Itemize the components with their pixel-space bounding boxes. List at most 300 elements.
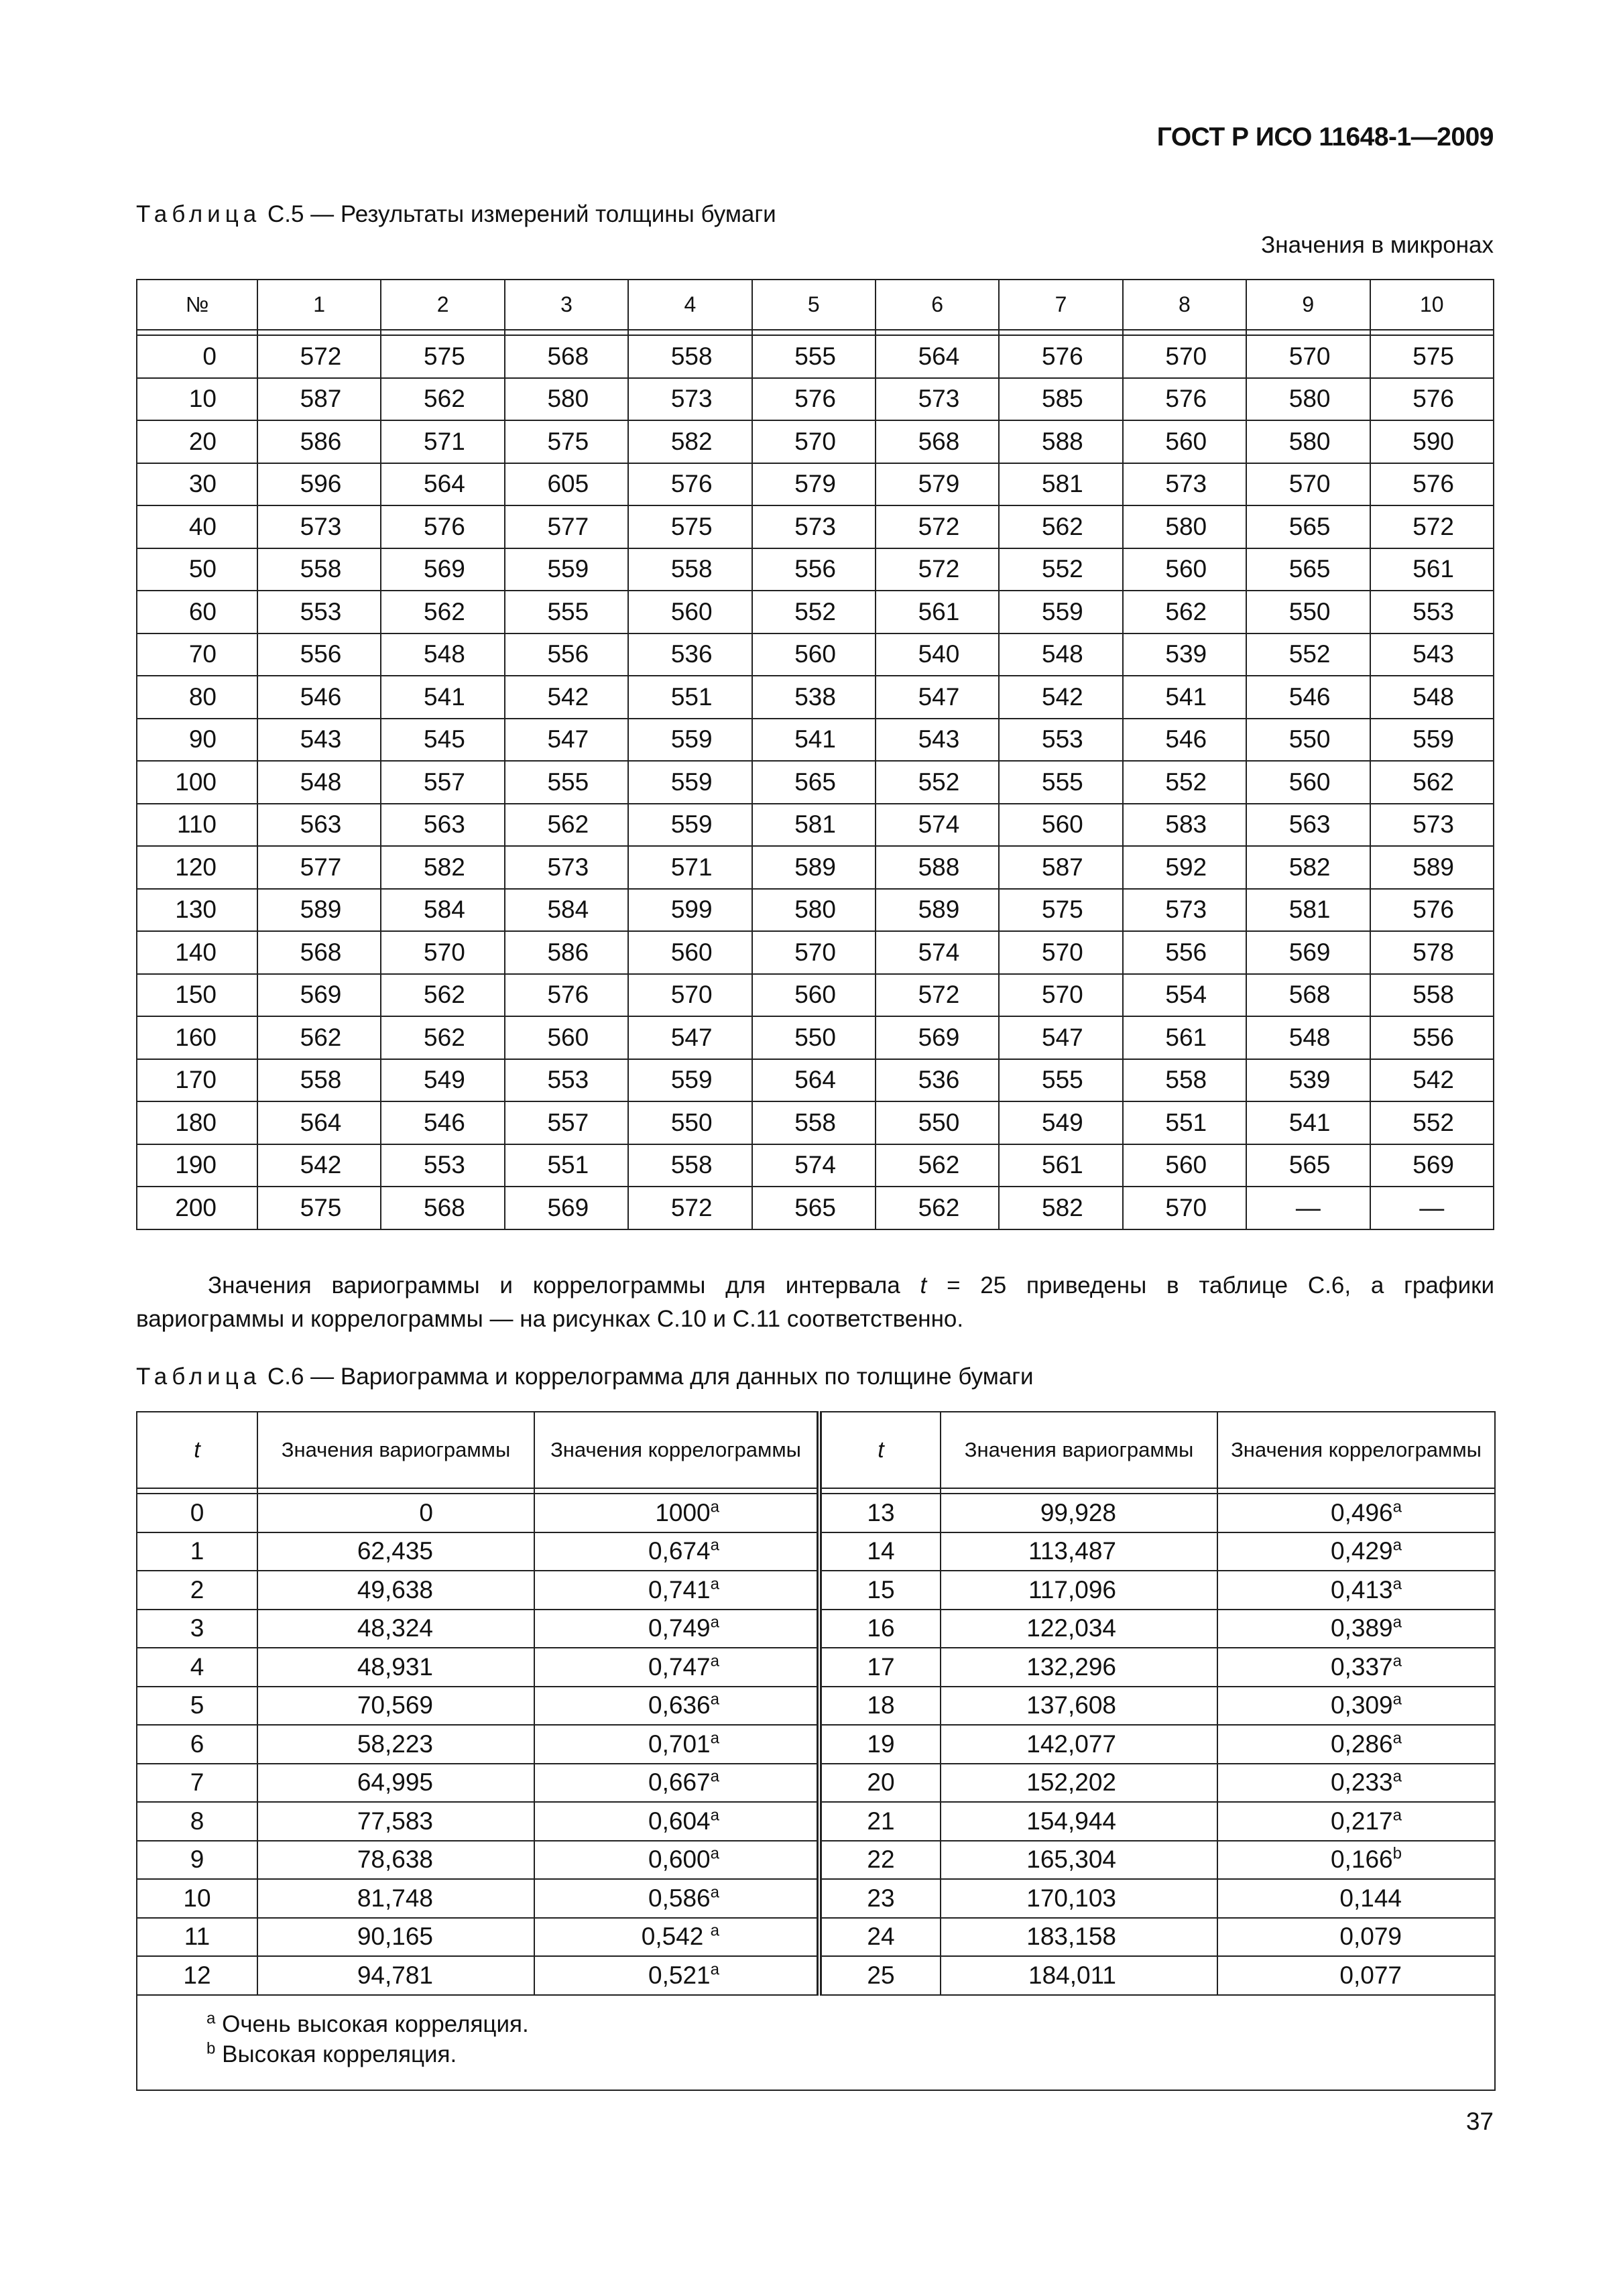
- correlogram-value: 0,337: [1331, 1652, 1393, 1681]
- measurement-cell: 570: [999, 931, 1122, 974]
- row-index-cell: 180: [137, 1101, 257, 1144]
- measurement-cell: 549: [381, 1059, 504, 1102]
- measurement-cell: 548: [257, 761, 381, 804]
- measurement-cell: 560: [628, 931, 752, 974]
- measurement-cell: 568: [1246, 974, 1370, 1017]
- measurement-cell: 555: [505, 591, 628, 633]
- table-row: [137, 1918, 1495, 1957]
- measurement-cell: 560: [752, 633, 876, 676]
- correlogram-value: 0,586: [648, 1884, 711, 1912]
- table-row: [137, 591, 1494, 633]
- variogram-cell: 137,608: [941, 1687, 1217, 1726]
- column-header: 10: [1370, 280, 1494, 330]
- measurement-cell: 558: [257, 1059, 381, 1102]
- measurement-cell: 576: [628, 463, 752, 506]
- footnote: [206, 2039, 1494, 2069]
- correlogram-value: 0,077: [1339, 1961, 1402, 1989]
- measurement-cell: 578: [1370, 931, 1494, 974]
- variogram-cell: 165,304: [941, 1841, 1217, 1880]
- correlogram-value: 0,701: [648, 1730, 711, 1758]
- row-index-cell: 200: [137, 1187, 257, 1229]
- row-index-cell: 50: [137, 548, 257, 591]
- measurement-cell: 577: [505, 505, 628, 548]
- t-cell: 18: [819, 1687, 941, 1726]
- variogram-cell: 184,011: [941, 1956, 1217, 1995]
- measurement-cell: 552: [1370, 1101, 1494, 1144]
- footnote-mark: a: [1392, 1498, 1402, 1516]
- measurement-cell: 586: [505, 931, 628, 974]
- variogram-cell: 62,435: [257, 1532, 534, 1571]
- footnote-mark: a: [710, 1575, 719, 1593]
- measurement-cell: 552: [752, 591, 876, 633]
- table-row: [137, 846, 1494, 889]
- measurement-cell: 568: [257, 931, 381, 974]
- measurement-cell: 571: [628, 846, 752, 889]
- measurement-cell: 542: [505, 676, 628, 719]
- measurement-cell: 548: [1370, 676, 1494, 719]
- footnote-mark: a: [710, 1613, 719, 1632]
- table-row: [137, 1494, 1495, 1532]
- correlogram-value: 0,166: [1331, 1846, 1393, 1874]
- measurement-cell: 565: [752, 1187, 876, 1229]
- correlogram-value: 0,749: [648, 1614, 711, 1642]
- measurement-cell: 584: [381, 889, 504, 932]
- correlogram-value: 1000: [655, 1498, 711, 1526]
- measurement-cell: 570: [752, 931, 876, 974]
- measurement-cell: 538: [752, 676, 876, 719]
- measurement-cell: 561: [1123, 1016, 1246, 1059]
- measurement-cell: 589: [1370, 846, 1494, 889]
- row-index-cell: 110: [137, 804, 257, 847]
- table-row: [137, 1648, 1495, 1687]
- table-row: [137, 1016, 1494, 1059]
- measurement-cell: 562: [876, 1187, 999, 1229]
- correlogram-value: 0,496: [1331, 1498, 1393, 1526]
- t-cell: 22: [819, 1841, 941, 1880]
- t-cell: 20: [819, 1764, 941, 1803]
- measurement-cell: 555: [752, 335, 876, 378]
- measurement-cell: 572: [628, 1187, 752, 1229]
- measurement-cell: 559: [628, 719, 752, 762]
- header-correlogram-left: Значения коррелограммы: [534, 1412, 819, 1488]
- table-row: [137, 889, 1494, 932]
- footnote-mark: a: [1392, 1575, 1402, 1593]
- measurement-cell: 576: [752, 378, 876, 421]
- footnote-mark: a: [710, 1960, 719, 1979]
- variogram-cell: 113,487: [941, 1532, 1217, 1571]
- table-c5-caption-text: С.5 — Результаты измерений толщины бумаги: [267, 201, 776, 227]
- correlogram-cell: [1217, 1918, 1495, 1957]
- measurement-cell: 580: [1123, 505, 1246, 548]
- correlogram-value: 0,747: [648, 1652, 711, 1681]
- t-cell: 16: [819, 1610, 941, 1648]
- measurement-cell: 560: [1246, 761, 1370, 804]
- correlogram-value: 0,600: [648, 1846, 711, 1874]
- measurement-cell: 592: [1123, 846, 1246, 889]
- measurement-cell: 575: [257, 1187, 381, 1229]
- measurement-cell: 573: [257, 505, 381, 548]
- t-cell: 0: [137, 1494, 257, 1532]
- measurement-cell: 545: [381, 719, 504, 762]
- header-t-left: t: [137, 1412, 257, 1488]
- measurement-cell: 547: [999, 1016, 1122, 1059]
- correlogram-cell: [534, 1610, 819, 1648]
- measurement-cell: 569: [1246, 931, 1370, 974]
- table-row: [137, 804, 1494, 847]
- column-header: 3: [505, 280, 628, 330]
- measurement-cell: 541: [381, 676, 504, 719]
- paragraph-line-2: вариограммы и коррелограммы — на рисунках С.10 и С.11 соответственно.: [136, 1306, 964, 1332]
- measurement-cell: 569: [381, 548, 504, 591]
- measurement-cell: 572: [1370, 505, 1494, 548]
- measurement-cell: 575: [628, 505, 752, 548]
- variogram-cell: 77,583: [257, 1802, 534, 1841]
- measurement-cell: 562: [381, 974, 504, 1017]
- correlogram-value: 0,521: [648, 1961, 711, 1989]
- measurement-cell: 550: [876, 1101, 999, 1144]
- table-c5: [136, 279, 1494, 1230]
- measurement-cell: 583: [1123, 804, 1246, 847]
- measurement-cell: 541: [1246, 1101, 1370, 1144]
- table-c5-caption: [136, 201, 776, 228]
- t-cell: 3: [137, 1610, 257, 1648]
- correlogram-cell: [1217, 1841, 1495, 1880]
- measurement-cell: 570: [628, 974, 752, 1017]
- measurement-cell: 576: [1370, 889, 1494, 932]
- correlogram-value: 0,741: [648, 1575, 711, 1604]
- footnote-mark: a: [1392, 1536, 1402, 1555]
- header-separator: [137, 1488, 1495, 1494]
- correlogram-cell: [1217, 1610, 1495, 1648]
- measurement-cell: 551: [628, 676, 752, 719]
- footnote-mark: a: [710, 1883, 719, 1902]
- measurement-cell: 546: [1246, 676, 1370, 719]
- measurement-cell: 564: [257, 1101, 381, 1144]
- correlogram-cell: [1217, 1571, 1495, 1610]
- table-row: [137, 1144, 1494, 1187]
- measurement-cell: 560: [505, 1016, 628, 1059]
- measurement-cell: 556: [1370, 1016, 1494, 1059]
- table-row: [137, 1532, 1495, 1571]
- correlogram-value: 0,667: [648, 1768, 711, 1797]
- variogram-cell: 170,103: [941, 1879, 1217, 1918]
- measurement-cell: 576: [1370, 463, 1494, 506]
- measurement-cell: 552: [999, 548, 1122, 591]
- measurement-cell: 562: [381, 378, 504, 421]
- variogram-cell: 48,324: [257, 1610, 534, 1648]
- table-c6-caption-text: С.6 — Вариограмма и коррелограмма для данных по толщине бумаги: [267, 1364, 1034, 1390]
- variogram-cell: 49,638: [257, 1571, 534, 1610]
- variogram-cell: 90,165: [257, 1918, 534, 1957]
- measurement-cell: 590: [1370, 420, 1494, 463]
- measurement-cell: 572: [876, 548, 999, 591]
- t-cell: 5: [137, 1687, 257, 1726]
- footnote-mark: a: [1392, 1729, 1402, 1748]
- correlogram-cell: [534, 1687, 819, 1726]
- measurement-cell: 564: [752, 1059, 876, 1102]
- correlogram-cell: [534, 1918, 819, 1957]
- measurement-cell: 550: [1246, 719, 1370, 762]
- measurement-cell: 547: [628, 1016, 752, 1059]
- column-header: 8: [1123, 280, 1246, 330]
- measurement-cell: 582: [999, 1187, 1122, 1229]
- row-index-cell: 10: [137, 378, 257, 421]
- variogram-cell: 94,781: [257, 1956, 534, 1995]
- correlogram-cell: [534, 1725, 819, 1764]
- row-index-cell: 100: [137, 761, 257, 804]
- table-row: [137, 1101, 1494, 1144]
- measurement-cell: 559: [628, 1059, 752, 1102]
- measurement-cell: 563: [381, 804, 504, 847]
- measurement-cell: 563: [257, 804, 381, 847]
- measurement-cell: 575: [505, 420, 628, 463]
- table-row: [137, 633, 1494, 676]
- row-index-cell: 150: [137, 974, 257, 1017]
- measurement-cell: 580: [1246, 420, 1370, 463]
- measurement-cell: 559: [628, 804, 752, 847]
- correlogram-value: 0,233: [1331, 1768, 1393, 1797]
- t-cell: 10: [137, 1879, 257, 1918]
- measurement-cell: 562: [876, 1144, 999, 1187]
- table-row: [137, 1059, 1494, 1102]
- measurement-cell: 581: [1246, 889, 1370, 932]
- measurement-cell: 541: [752, 719, 876, 762]
- variable-t: t: [920, 1272, 927, 1298]
- table-row: [137, 463, 1494, 506]
- table-row: [137, 1956, 1495, 1995]
- measurement-cell: 596: [257, 463, 381, 506]
- table-row: [137, 1571, 1495, 1610]
- variogram-cell: 48,931: [257, 1648, 534, 1687]
- measurement-cell: 569: [876, 1016, 999, 1059]
- correlogram-value: 0,309: [1331, 1691, 1393, 1719]
- measurement-cell: 572: [876, 505, 999, 548]
- measurement-cell: 581: [752, 804, 876, 847]
- measurement-cell: 580: [1246, 378, 1370, 421]
- measurement-cell: 553: [381, 1144, 504, 1187]
- measurement-cell: 586: [257, 420, 381, 463]
- measurement-cell: 556: [257, 633, 381, 676]
- measurement-cell: 547: [505, 719, 628, 762]
- measurement-cell: 553: [1370, 591, 1494, 633]
- row-index-cell: 170: [137, 1059, 257, 1102]
- measurement-cell: 565: [1246, 1144, 1370, 1187]
- measurement-cell: 577: [257, 846, 381, 889]
- variogram-cell: 152,202: [941, 1764, 1217, 1803]
- measurement-cell: 576: [1370, 378, 1494, 421]
- table-row: [137, 378, 1494, 421]
- table-row: [137, 1879, 1495, 1918]
- measurement-cell: 558: [628, 1144, 752, 1187]
- measurement-cell: —: [1246, 1187, 1370, 1229]
- table-c5-caption-label: Таблица: [136, 201, 261, 227]
- footnote-mark: a: [710, 1844, 719, 1863]
- measurement-cell: 564: [876, 335, 999, 378]
- measurement-cell: 560: [1123, 420, 1246, 463]
- measurement-cell: 547: [876, 676, 999, 719]
- variogram-cell: 64,995: [257, 1764, 534, 1803]
- measurement-cell: 575: [381, 335, 504, 378]
- correlogram-cell: [1217, 1764, 1495, 1803]
- table-row: [137, 1687, 1495, 1726]
- measurement-cell: 561: [876, 591, 999, 633]
- correlogram-cell: [534, 1494, 819, 1532]
- measurement-cell: 573: [1123, 463, 1246, 506]
- table-row: [137, 335, 1494, 378]
- measurement-cell: 589: [257, 889, 381, 932]
- row-index-cell: 40: [137, 505, 257, 548]
- correlogram-cell: [534, 1802, 819, 1841]
- measurement-cell: 575: [1370, 335, 1494, 378]
- measurement-cell: 551: [505, 1144, 628, 1187]
- measurement-cell: 560: [752, 974, 876, 1017]
- header-variogram-right: Значения вариограммы: [941, 1412, 1217, 1488]
- measurement-cell: 573: [505, 846, 628, 889]
- notes-row: [137, 1995, 1495, 2090]
- correlogram-cell: [1217, 1956, 1495, 1995]
- measurement-cell: 587: [999, 846, 1122, 889]
- footnote-mark: b: [1392, 1844, 1402, 1863]
- measurement-cell: 541: [1123, 676, 1246, 719]
- correlogram-cell: [1217, 1802, 1495, 1841]
- column-header: 1: [257, 280, 381, 330]
- measurement-cell: 556: [505, 633, 628, 676]
- table-c6-caption-label: Таблица: [136, 1364, 261, 1390]
- correlogram-cell: [1217, 1687, 1495, 1726]
- correlogram-cell: [534, 1648, 819, 1687]
- measurement-cell: 562: [257, 1016, 381, 1059]
- measurement-cell: 568: [381, 1187, 504, 1229]
- measurement-cell: 543: [876, 719, 999, 762]
- t-cell: 7: [137, 1764, 257, 1803]
- table-c6: [136, 1411, 1496, 2091]
- paragraph-line-1: Значения вариограммы и коррелограммы для интервала t = 25 приведены в таблице С.6, а графики: [208, 1272, 1494, 1298]
- column-header: 7: [999, 280, 1122, 330]
- table-row: [137, 676, 1494, 719]
- measurement-cell: 571: [381, 420, 504, 463]
- measurement-cell: 573: [628, 378, 752, 421]
- t-cell: 11: [137, 1918, 257, 1957]
- table-row: [137, 1610, 1495, 1648]
- measurement-cell: 562: [381, 1016, 504, 1059]
- footnote-mark: a: [710, 1921, 719, 1940]
- measurement-cell: 553: [999, 719, 1122, 762]
- header-correlogram-right: Значения коррелограммы: [1217, 1412, 1495, 1488]
- correlogram-cell: [534, 1841, 819, 1880]
- measurement-cell: 582: [381, 846, 504, 889]
- measurement-cell: 557: [381, 761, 504, 804]
- measurement-cell: 599: [628, 889, 752, 932]
- correlogram-value: 0,079: [1339, 1923, 1402, 1951]
- measurement-cell: 576: [999, 335, 1122, 378]
- column-header: №: [137, 280, 257, 330]
- measurement-cell: 551: [1123, 1101, 1246, 1144]
- footnote-mark: a: [710, 1536, 719, 1555]
- t-cell: 19: [819, 1725, 941, 1764]
- row-index-cell: 70: [137, 633, 257, 676]
- measurement-cell: —: [1370, 1187, 1494, 1229]
- table-row: [137, 1841, 1495, 1880]
- table-row: [137, 1725, 1495, 1764]
- correlogram-value: 0,389: [1331, 1614, 1393, 1642]
- t-cell: 8: [137, 1802, 257, 1841]
- measurement-cell: 573: [876, 378, 999, 421]
- table-c5-units: Значения в микронах: [1261, 232, 1494, 258]
- measurement-cell: 562: [1123, 591, 1246, 633]
- measurement-cell: 587: [257, 378, 381, 421]
- column-header: 5: [752, 280, 876, 330]
- variogram-cell: 99,928: [941, 1494, 1217, 1532]
- correlogram-cell: [534, 1956, 819, 1995]
- measurement-cell: 570: [1123, 335, 1246, 378]
- page-number: 37: [1465, 2108, 1494, 2135]
- measurement-cell: 572: [257, 335, 381, 378]
- measurement-cell: 559: [999, 591, 1122, 633]
- t-cell: 17: [819, 1648, 941, 1687]
- correlogram-value: 0,144: [1339, 1884, 1402, 1912]
- variogram-cell: 117,096: [941, 1571, 1217, 1610]
- row-index-cell: 0: [137, 335, 257, 378]
- measurement-cell: 552: [876, 761, 999, 804]
- measurement-cell: 536: [628, 633, 752, 676]
- measurement-cell: 569: [1370, 1144, 1494, 1187]
- measurement-cell: 585: [999, 378, 1122, 421]
- measurement-cell: 563: [1246, 804, 1370, 847]
- measurement-cell: 536: [876, 1059, 999, 1102]
- measurement-cell: 548: [1246, 1016, 1370, 1059]
- t-cell: 24: [819, 1918, 941, 1957]
- measurement-cell: 573: [752, 505, 876, 548]
- measurement-cell: 560: [999, 804, 1122, 847]
- measurement-cell: 562: [505, 804, 628, 847]
- measurement-cell: 542: [999, 676, 1122, 719]
- measurement-cell: 574: [876, 931, 999, 974]
- variogram-cell: 70,569: [257, 1687, 534, 1726]
- measurement-cell: 581: [999, 463, 1122, 506]
- correlogram-cell: [534, 1879, 819, 1918]
- measurement-cell: 539: [1123, 633, 1246, 676]
- measurement-cell: 570: [1123, 1187, 1246, 1229]
- footnote: [206, 2009, 1494, 2039]
- variogram-cell: 78,638: [257, 1841, 534, 1880]
- measurement-cell: 573: [1370, 804, 1494, 847]
- measurement-cell: 550: [1246, 591, 1370, 633]
- measurement-cell: 576: [1123, 378, 1246, 421]
- footnote-mark: a: [1392, 1613, 1402, 1632]
- table-row: [137, 974, 1494, 1017]
- measurement-cell: 542: [1370, 1059, 1494, 1102]
- table-row: [137, 505, 1494, 548]
- row-index-cell: 90: [137, 719, 257, 762]
- footnote-mark: a: [710, 1729, 719, 1748]
- measurement-cell: 550: [628, 1101, 752, 1144]
- footnote-mark: a: [1392, 1767, 1402, 1786]
- measurement-cell: 580: [752, 889, 876, 932]
- correlogram-cell: [1217, 1532, 1495, 1571]
- measurement-cell: 561: [999, 1144, 1122, 1187]
- correlogram-value: 0,604: [648, 1807, 711, 1835]
- variogram-cell: 142,077: [941, 1725, 1217, 1764]
- measurement-cell: 539: [1246, 1059, 1370, 1102]
- t-cell: 1: [137, 1532, 257, 1571]
- correlogram-cell: [1217, 1879, 1495, 1918]
- table-row: [137, 1802, 1495, 1841]
- measurement-cell: 568: [876, 420, 999, 463]
- measurement-cell: 556: [1123, 931, 1246, 974]
- column-header: 9: [1246, 280, 1370, 330]
- measurement-cell: 558: [628, 548, 752, 591]
- measurement-cell: 562: [1370, 761, 1494, 804]
